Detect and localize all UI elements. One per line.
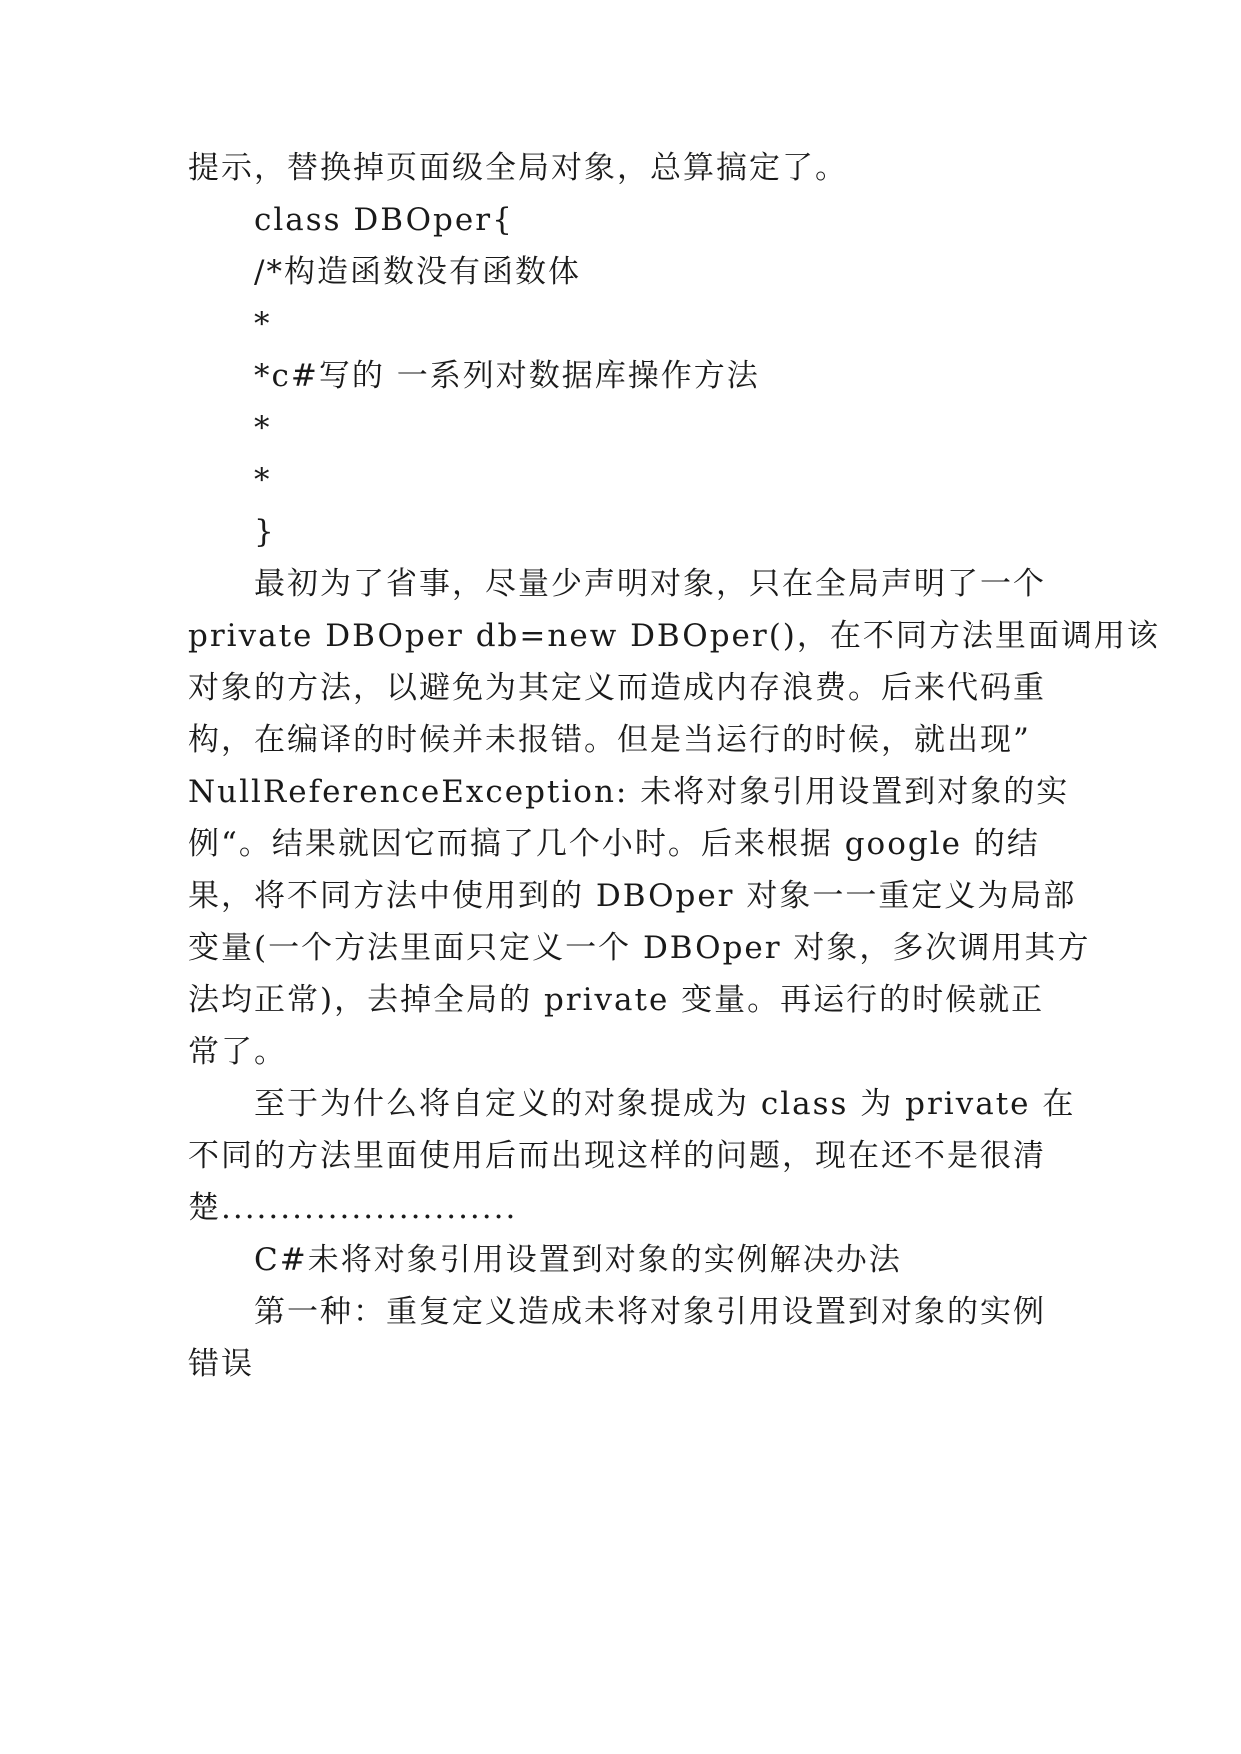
paragraph-line: 错误 [188, 1346, 254, 1382]
paragraph-line: private DBOper db=new DBOper()，在不同方法里面调用该 [188, 618, 1160, 654]
code-line: * [254, 306, 272, 342]
paragraph-line: 果，将不同方法中使用到的 DBOper 对象一一重定义为局部 [188, 878, 1077, 914]
paragraph-line: 不同的方法里面使用后而出现这样的问题，现在还不是很清 [188, 1138, 1046, 1174]
paragraph-line: 对象的方法，以避免为其定义而造成内存浪费。后来代码重 [188, 670, 1046, 706]
paragraph-line: 构，在编译的时候并未报错。但是当运行的时候，就出现” [188, 722, 1031, 758]
paragraph-line: 最初为了省事，尽量少声明对象，只在全局声明了一个 [254, 566, 1046, 602]
paragraph-line: 例“。结果就因它而搞了几个小时。后来根据 google 的结 [188, 826, 1040, 862]
paragraph-line: 常了。 [188, 1034, 287, 1070]
code-line: * [254, 462, 272, 498]
paragraph-line: 变量(一个方法里面只定义一个 DBOper 对象，多次调用其方 [188, 930, 1091, 966]
paragraph-line: 法均正常)，去掉全局的 private 变量。再运行的时候就正 [188, 982, 1045, 1018]
code-line: *c#写的 一系列对数据库操作方法 [254, 358, 760, 394]
paragraph-line: 楚......................... [188, 1190, 518, 1226]
text-line: 提示，替换掉页面级全局对象，总算搞定了。 [188, 150, 848, 186]
paragraph-line: 第一种：重复定义造成未将对象引用设置到对象的实例 [254, 1294, 1046, 1330]
code-line: * [254, 410, 272, 446]
code-line: /*构造函数没有函数体 [254, 254, 581, 290]
code-line: class DBOper{ [254, 202, 514, 238]
code-line: } [254, 514, 276, 550]
paragraph-line: 至于为什么将自定义的对象提成为 class 为 private 在 [254, 1086, 1076, 1122]
paragraph-line: NullReferenceException: 未将对象引用设置到对象的实 [188, 774, 1070, 810]
section-heading: C#未将对象引用设置到对象的实例解决办法 [254, 1242, 902, 1278]
